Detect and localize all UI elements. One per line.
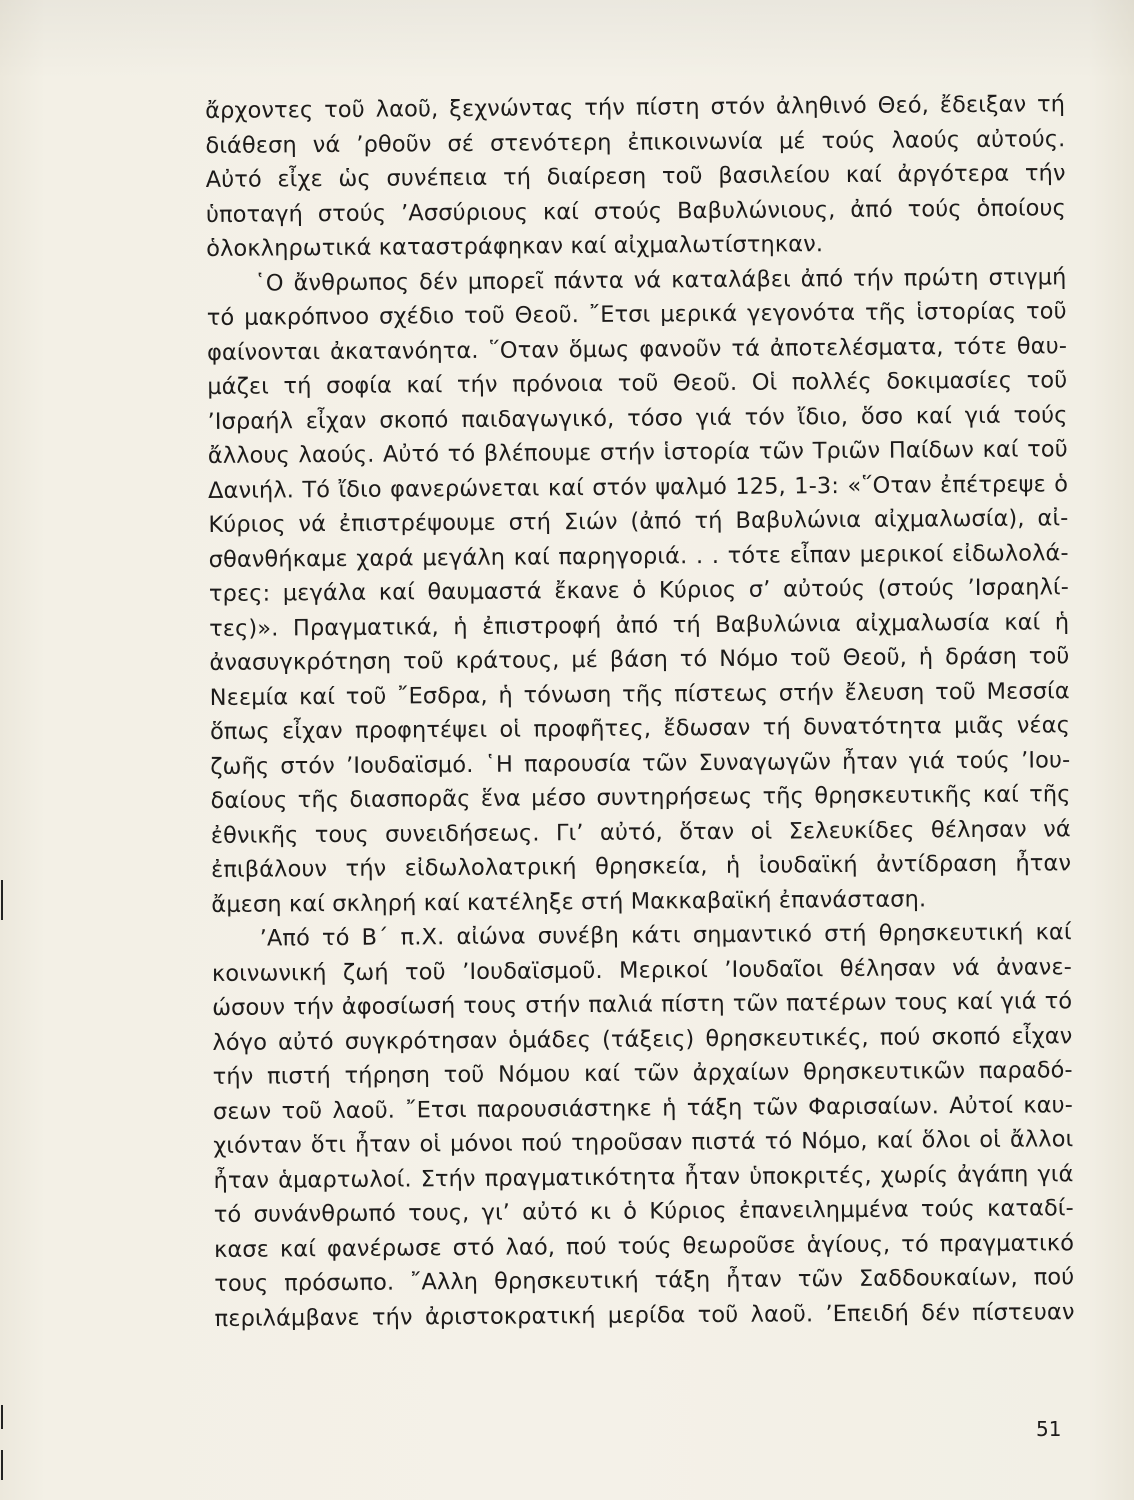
text-line: περιλάμβανε τήν ἀριστοκρατική μερίδα τοῦ λαοῦ. ’Επειδή δέν πίστευαν — [214, 1298, 1075, 1332]
text-line: τρες: μεγάλα καί θαυμαστά ἔκανε ὁ Κύριος σ’ αὐτούς (στούς ’Ισραηλί- — [208, 574, 1070, 607]
margin-mark — [1, 1450, 3, 1480]
text-line: ὑποταγή στούς ’Ασσύριους καί στούς Βαβυλώνιους, ἀπό τούς ὁποίους — [205, 194, 1067, 228]
text-line: σεων τοῦ λαοῦ. ῎Ετσι παρουσιάστηκε ἡ τάξη τῶν Φαρισαίων. Αὐτοί καυ- — [212, 1091, 1074, 1125]
text-line: ἄλλους λαούς. Αὐτό τό βλέπουμε στήν ἱστορία τῶν Τριῶν Παίδων καί τοῦ — [207, 436, 1068, 469]
text-line: ζωῆς στόν ’Ιουδαϊσμό. ῾Η παρουσία τῶν Συναγωγῶν ἦταν γιά τούς ’Ιου- — [210, 746, 1071, 780]
margin-mark — [1, 1405, 3, 1429]
page-top-shadow — [0, 0, 1134, 80]
text-line: ώσουν τήν ἀφοσίωσή τους στήν παλιά πίστη τῶν πατέρων τους καί γιά τό — [212, 988, 1073, 1021]
text-line: Δανιήλ. Τό ἴδιο φανερώνεται καί στόν ψαλμό 125, 1-3: «῞Οταν ἐπέτρεψε ὁ — [208, 470, 1069, 504]
text-line: ὁλοκληρωτικά καταστράφηκαν καί αἰχμαλωτίστηκαν. — [206, 231, 824, 262]
text-line: ἦταν ἁμαρτωλοί. Στήν πραγματικότητα ἦταν ὑποκριτές, χωρίς ἀγάπη γιά — [213, 1160, 1074, 1194]
text-line: ἄμεση καί σκληρή καί κατέληξε στή Μακκαβαϊκή ἐπανάσταση. — [211, 885, 927, 918]
text-line: χιόνταν ὅτι ἦταν οἱ μόνοι πού τηροῦσαν πιστά τό Νόμο, καί ὅλοι οἱ ἄλλοι — [213, 1126, 1074, 1159]
text-line: ’Ισραήλ εἶχαν σκοπό παιδαγωγικό, τόσο γιά τόν ἴδιο, ὅσο καί γιά τούς — [207, 401, 1068, 435]
text-line: διάθεση νά ’ρθοῦν σέ στενότερη ἐπικοινωνία μέ τούς λαούς αὐτούς. — [205, 125, 1066, 159]
text-line: ἐπιβάλουν τήν εἰδωλολατρική θρησκεία, ἡ ἰουδαϊκή ἀντίδραση ἦταν — [210, 850, 1072, 883]
text-line: λόγο αὐτό συγκρότησαν ὁμάδες (τάξεις) θρησκευτικές, πού σκοπό εἶχαν — [212, 1022, 1073, 1056]
text-line: ’Από τό Β΄ π.Χ. αἰώνα συνέβη κάτι σημαντικό στή θρησκευτική καί — [259, 919, 1072, 952]
text-line: κασε καί φανέρωσε στό λαό, πού τούς θεωροῦσε ἁγίους, τό πραγματικό — [213, 1229, 1075, 1263]
text-line: σθανθήκαμε χαρά μεγάλη καί παρηγοριά. . . τότε εἶπαν μερικοί εἰδωλολά- — [208, 539, 1069, 573]
text-line: τό μακρόπνοο σχέδιο τοῦ Θεοῦ. ῎Ετσι μερικά γεγονότα τῆς ἱστορίας τοῦ — [206, 298, 1067, 331]
text-line: κοινωνική ζωή τοῦ ’Ιουδαϊσμοῦ. Μερικοί ’Ιουδαῖοι θέλησαν νά ἀνανε- — [211, 953, 1072, 987]
text-line: Νεεμία καί τοῦ ῎Εσδρα, ἡ τόνωση τῆς πίστεως στήν ἔλευση τοῦ Μεσσία — [209, 677, 1070, 711]
body-text — [205, 87, 1075, 1336]
text-line: ἄρχοντες τοῦ λαοῦ, ξεχνώντας τήν πίστη στόν ἀληθινό Θεό, ἔδειξαν τή — [205, 91, 1066, 124]
margin-mark — [1, 880, 3, 920]
text-line: τό συνάνθρωπό τους, γι’ αὐτό κι ὁ Κύριος ἐπανειλημμένα τούς καταδί- — [213, 1195, 1074, 1228]
text-line: ἐθνικῆς τους συνειδήσεως. Γι’ αὐτό, ὅταν οἱ Σελευκίδες θέλησαν νά — [210, 815, 1071, 849]
text-line: φαίνονται ἀκατανόητα. ῞Οταν ὅμως φανοῦν τά ἀποτελέσματα, τότε θαυ- — [206, 332, 1068, 366]
text-line: τήν πιστή τήρηση τοῦ Νόμου καί τῶν ἀρχαίων θρησκευτικῶν παραδό- — [212, 1057, 1073, 1090]
page-number: 51 — [1036, 1417, 1062, 1441]
text-line: Αὐτό εἶχε ὡς συνέπεια τή διαίρεση τοῦ βασιλείου καί ἀργότερα τήν — [205, 160, 1066, 193]
text-line: μάζει τή σοφία καί τήν πρόνοια τοῦ Θεοῦ. Οἱ πολλές δοκιμασίες τοῦ — [207, 367, 1068, 400]
text-line: ἀνασυγκρότηση τοῦ κράτους, μέ βάση τό Νόμο τοῦ Θεοῦ, ἡ δράση τοῦ — [209, 643, 1070, 676]
text-line: τους πρόσωπο. ῎Αλλη θρησκευτική τάξη ἦταν τῶν Σαδδουκαίων, πού — [214, 1264, 1075, 1297]
text-line: δαίους τῆς διασπορᾶς ἕνα μέσο συντηρήσεως τῆς θρησκευτικῆς καί τῆς — [210, 781, 1071, 814]
text-line: Κύριος νά ἐπιστρέψουμε στή Σιών (ἀπό τή Βαβυλώνια αἰχμαλωσία), αἰ- — [208, 505, 1069, 538]
text-line: ὅπως εἶχαν προφητέψει οἱ προφῆτες, ἔδωσαν τή δυνατότητα μιᾶς νέας — [209, 712, 1071, 745]
text-line: ῾Ο ἄνθρωπος δέν μπορεῖ πάντα νά καταλάβει ἀπό τήν πρώτη στιγμή — [254, 263, 1067, 297]
text-line: τες)». Πραγματικά, ἡ ἐπιστροφή ἀπό τή Βαβυλώνια αἰχμαλωσία καί ἡ — [209, 608, 1070, 642]
